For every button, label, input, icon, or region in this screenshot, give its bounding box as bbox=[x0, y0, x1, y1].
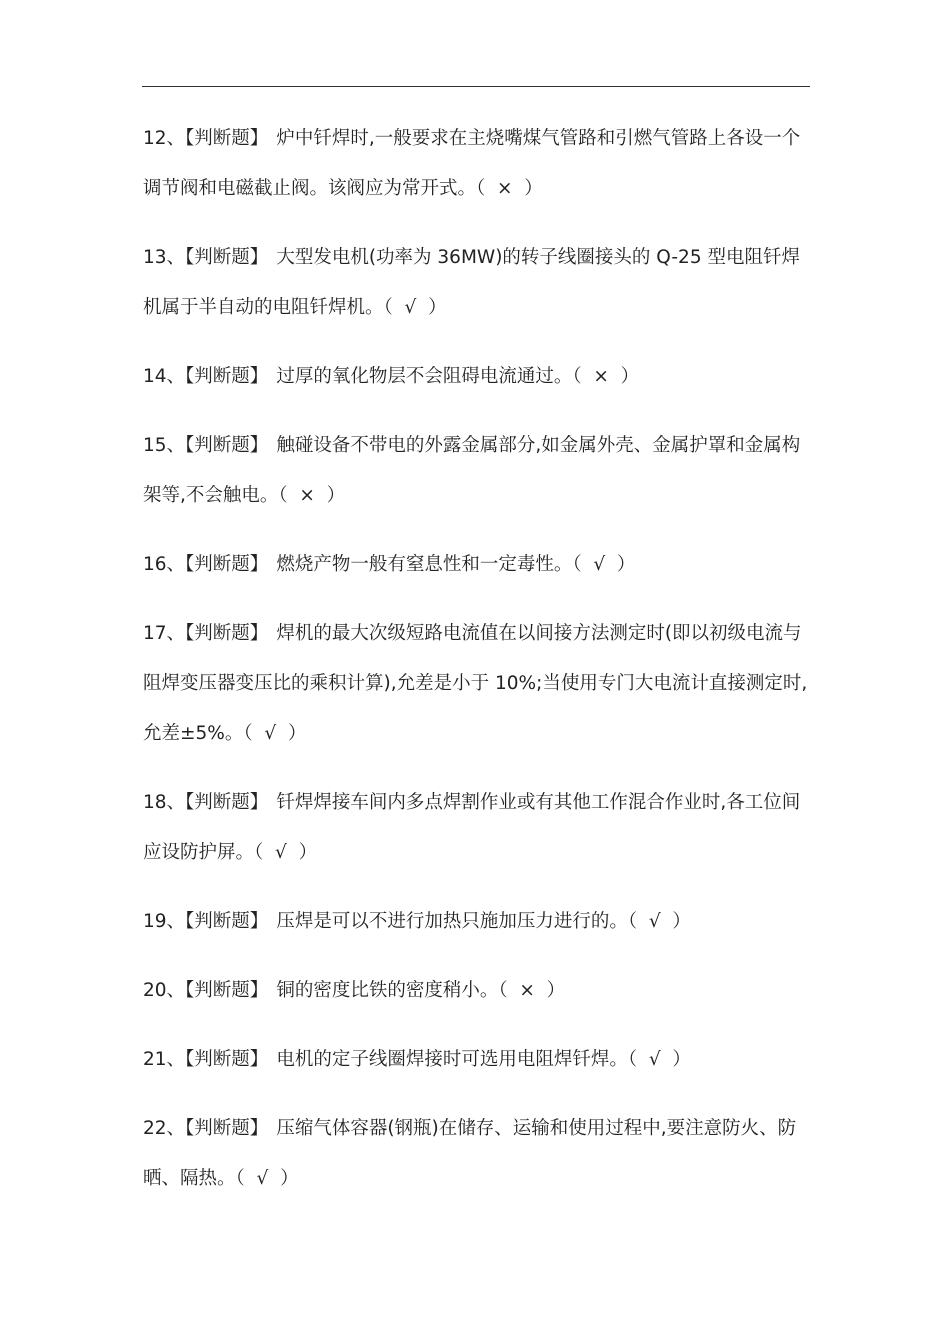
header-rule bbox=[142, 86, 810, 87]
question-text: 过厚的氧化物层不会阻碍电流通过。 bbox=[276, 366, 573, 387]
question-answer: （ × ） bbox=[278, 485, 346, 506]
question-type: 【判断题】 bbox=[185, 911, 269, 932]
question-list bbox=[143, 114, 811, 1223]
question-answer: （ √ ） bbox=[627, 911, 691, 932]
question-item bbox=[143, 540, 811, 590]
question-type: 【判断题】 bbox=[185, 366, 269, 387]
question-number: 22、 bbox=[143, 1118, 186, 1139]
question-text: 钎焊焊接车间内多点焊割作业或有其他工作混合作业时,各工位间应设防护屏。 bbox=[143, 792, 801, 863]
question-answer: （ √ ） bbox=[254, 842, 318, 863]
question-item bbox=[143, 966, 811, 1016]
question-type: 【判断题】 bbox=[185, 554, 269, 575]
question-item bbox=[143, 421, 811, 521]
question-text: 大型发电机(功率为 36MW)的转子线圈接头的 Q-25 型电阻钎焊机属于半自动的电阻钎焊机。 bbox=[143, 247, 800, 318]
question-text: 铜的密度比铁的密度稍小。 bbox=[276, 980, 499, 1001]
question-type: 【判断题】 bbox=[185, 435, 269, 456]
question-answer: （ √ ） bbox=[235, 1168, 299, 1189]
question-type: 【判断题】 bbox=[185, 247, 269, 268]
question-item bbox=[143, 114, 811, 214]
question-number: 18、 bbox=[143, 792, 186, 813]
question-item bbox=[143, 897, 811, 947]
question-number: 13、 bbox=[143, 247, 186, 268]
question-answer: （ √ ） bbox=[627, 1049, 691, 1070]
question-text: 电机的定子线圈焊接时可选用电阻焊钎焊。 bbox=[276, 1049, 628, 1070]
question-text: 压焊是可以不进行加热只施加压力进行的。 bbox=[276, 911, 628, 932]
question-item bbox=[143, 1104, 811, 1204]
question-text: 焊机的最大次级短路电流值在以间接方法测定时(即以初级电流与阻焊变压器变压比的乘积计算),允差是小于 10%;当使用专门大电流计直接测定时,允差±5%。 bbox=[143, 623, 808, 744]
question-answer: （ × ） bbox=[572, 366, 640, 387]
question-number: 21、 bbox=[143, 1049, 186, 1070]
question-item bbox=[143, 778, 811, 878]
question-type: 【判断题】 bbox=[185, 128, 269, 149]
question-item bbox=[143, 233, 811, 333]
question-type: 【判断题】 bbox=[185, 980, 269, 1001]
question-answer: （ √ ） bbox=[383, 297, 447, 318]
question-type: 【判断题】 bbox=[185, 1049, 269, 1070]
question-number: 15、 bbox=[143, 435, 186, 456]
question-text: 触碰设备不带电的外露金属部分,如金属外壳、金属护罩和金属构架等,不会触电。 bbox=[143, 435, 801, 506]
question-item bbox=[143, 609, 811, 759]
question-answer: （ √ ） bbox=[243, 723, 307, 744]
question-item bbox=[143, 352, 811, 402]
question-text: 燃烧产物一般有窒息性和一定毒性。 bbox=[276, 554, 573, 575]
question-type: 【判断题】 bbox=[185, 1118, 269, 1139]
question-answer: （ × ） bbox=[498, 980, 566, 1001]
question-type: 【判断题】 bbox=[185, 623, 269, 644]
question-item bbox=[143, 1035, 811, 1085]
question-number: 20、 bbox=[143, 980, 186, 1001]
question-text: 炉中钎焊时,一般要求在主烧嘴煤气管路和引燃气管路上各设一个调节阀和电磁截止阀。该阀应为常开式。 bbox=[143, 128, 801, 199]
question-type: 【判断题】 bbox=[185, 792, 269, 813]
question-number: 19、 bbox=[143, 911, 186, 932]
question-text: 压缩气体容器(钢瓶)在储存、运输和使用过程中,要注意防火、防晒、隔热。 bbox=[143, 1118, 797, 1189]
question-number: 16、 bbox=[143, 554, 186, 575]
question-number: 17、 bbox=[143, 623, 186, 644]
question-number: 12、 bbox=[143, 128, 186, 149]
question-answer: （ × ） bbox=[476, 178, 543, 199]
question-answer: （ √ ） bbox=[572, 554, 636, 575]
question-number: 14、 bbox=[143, 366, 186, 387]
